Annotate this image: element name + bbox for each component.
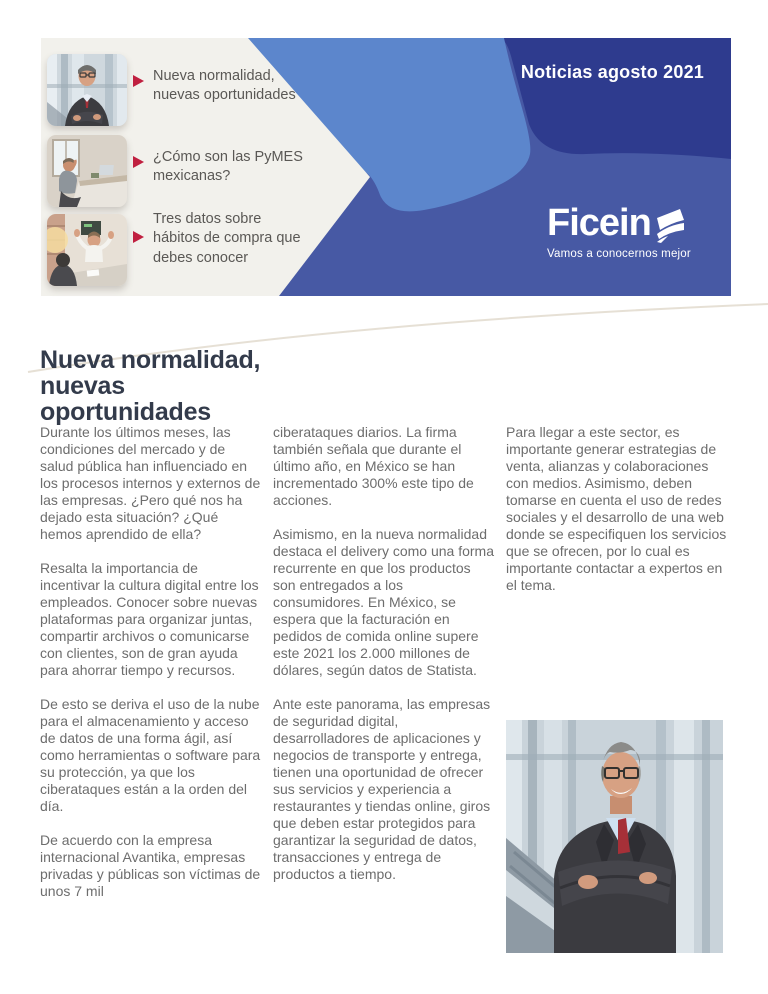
paragraph: De esto se deriva el uso de la nube para el almacenamiento y acceso de datos de una forma ágil, así como herramientas o software para su protección, ya que los ciberataques están a la orden del día. <box>40 696 261 814</box>
paragraph: Resalta la importancia de incentivar la cultura digital entre los empleados. Conocer sobre nuevas plataformas para organizar juntas, compartir archivos o comunicarse con clientes, son de gran ayuda para ahorrar tiempo y recursos. <box>40 560 259 678</box>
toc-item-line: ¿Cómo son las PyMES <box>153 149 303 165</box>
paragraph: Para llegar a este sector, es importante generar estrategias de venta, alianzas y colaboraciones con medios. Asimismo, deben tomarse en cuenta el uso de redes sociales y el desarrollo de una web donde se especifiquen los servicios que se ofrecen, por lo cual es importante contactar a expertos en el tema. <box>506 424 727 593</box>
paragraph: Asimismo, en la nueva normalidad destaca el delivery como una forma recurrente en que los productos son entregados a los consumidores. En México, se espera que la facturación en pedidos de comida online supere este 2021 los 2.000 millones de dólares, según datos de Statista. <box>273 526 494 678</box>
article-title <box>40 347 260 425</box>
brand-name: Ficein <box>547 202 651 244</box>
article-column-1 <box>40 424 261 917</box>
issue-badge: Noticias agosto 2021 <box>520 62 704 82</box>
arrow-right-bullet-icon <box>133 156 144 168</box>
paragraph: Ante este panorama, las empresas de seguridad digital, desarrolladores de aplicaciones y negocios de transporte y entrega, tienen una oportunidad de ofrecer sus servicios y experiencia a restaurantes y tiendas online, giros que deben estar protegidos para garantizar la seguridad de datos, transacciones y entrega de productos a tiempo. <box>273 696 491 882</box>
newsletter-banner <box>41 38 731 296</box>
paragraph: Durante los últimos meses, las condiciones del mercado y de salud pública han influenciado en los procesos internos y externos de las empresas. ¿Pero qué nos ha dejado esta situación? ¿Qué hemos aprendido de ella? <box>40 424 261 542</box>
toc-item-pymes-mexicanas[interactable] <box>153 148 338 187</box>
article-title-line: nuevas <box>40 371 125 400</box>
article-column-2 <box>273 424 494 900</box>
team-meeting-celebration-photo <box>47 214 127 286</box>
article-column-3 <box>506 424 727 611</box>
toc-thumb-businessman[interactable] <box>47 54 127 126</box>
article-photo <box>506 720 723 953</box>
worker-on-phone-at-desk-photo <box>47 135 127 207</box>
toc-item-habitos-de-compra[interactable] <box>153 210 338 268</box>
brand-tagline: Vamos a conocernos mejor <box>547 248 691 260</box>
toc-item-line: nuevas oportunidades <box>153 87 296 104</box>
toc-item-line: Nueva normalidad, <box>153 68 275 84</box>
paragraph: ciberataques diarios. La firma también señala que durante el último año, en México se han incrementado 300% este tipo de acciones. <box>273 424 474 508</box>
article-title-line: Nueva normalidad, <box>40 345 261 374</box>
article-title-line: oportunidades <box>40 397 212 426</box>
arrow-right-bullet-icon <box>133 75 144 87</box>
toc-item-line: debes conocer <box>153 249 249 266</box>
toc-item-line: Tres datos sobre <box>153 211 262 227</box>
toc-thumb-worker-on-phone[interactable] <box>47 135 127 207</box>
ficein-flag-icon <box>655 207 685 243</box>
toc-item-nueva-normalidad[interactable] <box>153 67 338 106</box>
toc-thumb-team-meeting[interactable] <box>47 214 127 286</box>
brand-logo <box>547 204 691 260</box>
arrow-right-bullet-icon <box>133 231 144 243</box>
businessman-glasses-arms-crossed-photo <box>506 720 723 953</box>
toc-item-line: hábitos de compra que <box>153 230 301 247</box>
paragraph: De acuerdo con la empresa internacional Avantika, empresas privadas y públicas son víctimas de unos 7 mil <box>40 832 261 899</box>
businessman-arms-crossed-photo <box>47 54 127 126</box>
toc-item-line: mexicanas? <box>153 168 231 185</box>
